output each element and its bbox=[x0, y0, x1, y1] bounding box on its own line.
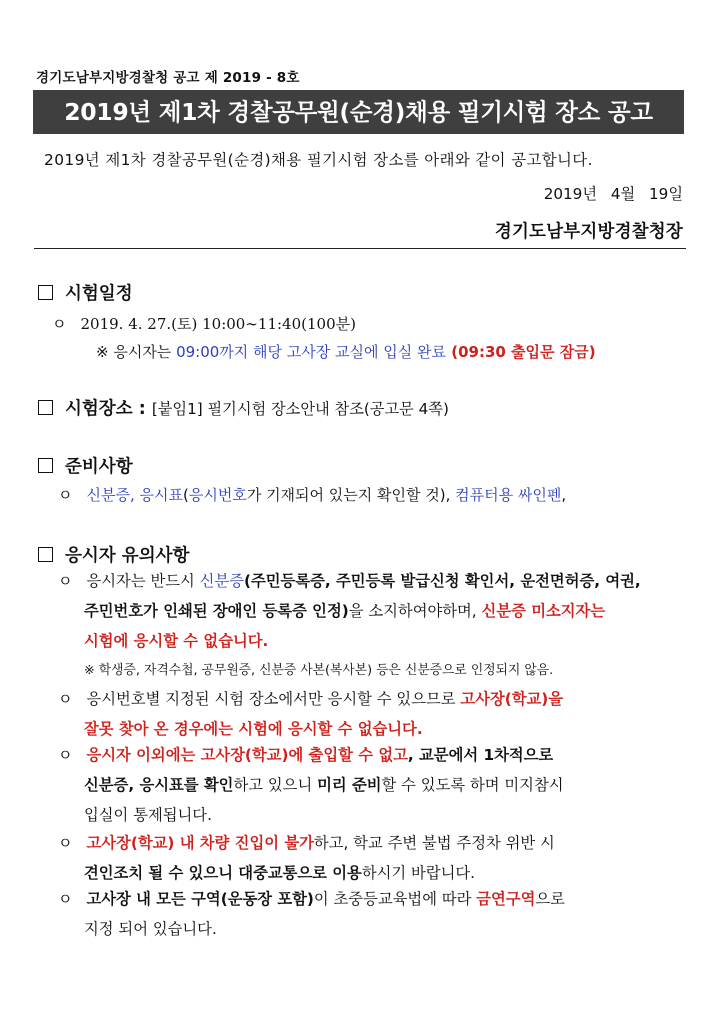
notice-number: 경기도남부지방경찰청 공고 제 2019 - 8호 bbox=[36, 70, 300, 86]
prep-id: 신분증, 응시표 bbox=[86, 486, 183, 504]
section-title: 시험장소 bbox=[65, 399, 133, 419]
circle-bullet-icon: ㅇ bbox=[58, 486, 73, 504]
section-schedule-heading bbox=[38, 280, 133, 305]
text-bold: 신분증, 응시표를 확인 bbox=[84, 776, 234, 794]
text-bold: , 교문에서 1차적으로 bbox=[407, 746, 554, 764]
text: 응시자는 반드시 bbox=[86, 572, 200, 590]
section-cautions-heading bbox=[38, 542, 189, 567]
caution-note: ※ 학생증, 자격수첩, 공무원증, 신분증 사본(복사본) 등은 신분증으로 인정되지 않음. bbox=[84, 663, 554, 678]
caution-line bbox=[58, 770, 564, 800]
prep-line bbox=[58, 484, 566, 505]
page-title: 2019년 제1차 경찰공무원(순경)채용 필기시험 장소 공고 bbox=[64, 98, 653, 126]
circle-bullet-icon: ㅇ bbox=[52, 315, 67, 333]
section-place-heading bbox=[38, 395, 449, 420]
notice-date: 2019년 4월 19일 bbox=[543, 185, 683, 203]
note-red: (09:30 출입문 잠금) bbox=[446, 343, 596, 361]
text-bold: (주민등록증, 주민등록 발급신청 확인서, 운전면허증, 여권, bbox=[244, 572, 641, 590]
caution-line bbox=[58, 740, 564, 770]
note-blue: 09:00까지 해당 고사장 교실에 입실 완료 bbox=[176, 343, 447, 361]
text-bold: 견인조치 될 수 있으니 대중교통으로 이용 bbox=[84, 864, 362, 882]
caution-line bbox=[58, 566, 641, 596]
text: 지정 되어 있습니다. bbox=[84, 920, 217, 938]
text-red: 잘못 찾아 온 경우에는 시험에 응시할 수 없습니다. bbox=[84, 720, 423, 738]
text: 하고 있으니 bbox=[233, 776, 318, 794]
text-red: 신분증 미소지자는 bbox=[481, 602, 606, 620]
square-box-icon bbox=[38, 400, 53, 415]
circle-bullet-icon: ㅇ bbox=[58, 690, 73, 708]
text: 응시번호별 지정된 시험 장소에서만 응시할 수 있으므로 bbox=[86, 690, 461, 708]
circle-bullet-icon: ㅇ bbox=[58, 572, 73, 590]
circle-bullet-icon: ㅇ bbox=[58, 746, 73, 764]
caution-line bbox=[58, 626, 641, 656]
prep-pen: 컴퓨터용 싸인펜 bbox=[455, 486, 562, 504]
caution-item-4 bbox=[58, 828, 555, 888]
text-red: 고사장(학교) 내 차량 진입이 불가 bbox=[86, 834, 314, 852]
section-title: 시험일정 bbox=[65, 284, 133, 304]
square-box-icon bbox=[38, 547, 53, 562]
caution-line bbox=[58, 596, 641, 626]
section-title: 준비사항 bbox=[65, 457, 133, 477]
text-red: 응시자 이외에는 고사장(학교)에 출입할 수 없고 bbox=[86, 746, 408, 764]
issuer: 경기도남부지방경찰청장 bbox=[494, 222, 683, 242]
text: 입실이 통제됩니다. bbox=[84, 806, 212, 824]
text-red: 고사장(학교)을 bbox=[460, 690, 564, 708]
text-bold: 미리 준비 bbox=[317, 776, 382, 794]
text: 하고, 학교 주변 불법 주정차 위반 시 bbox=[313, 834, 555, 852]
divider bbox=[34, 248, 686, 249]
title-bar bbox=[33, 90, 684, 134]
caution-line bbox=[58, 884, 565, 914]
caution-item-2 bbox=[58, 684, 563, 744]
prep-text: ( bbox=[182, 486, 189, 504]
circle-bullet-icon: ㅇ bbox=[58, 890, 73, 908]
caution-line bbox=[58, 914, 565, 944]
text-red: 시험에 응시할 수 없습니다. bbox=[84, 632, 269, 650]
text-blue: 신분증 bbox=[199, 572, 245, 590]
text: 으로 bbox=[535, 890, 565, 908]
schedule-note bbox=[96, 341, 596, 362]
schedule-date-line bbox=[52, 313, 356, 334]
text-bold: 고사장 내 모든 구역(운동장 포함) bbox=[86, 890, 314, 908]
caution-item-5 bbox=[58, 884, 565, 944]
schedule-date: 2019. 4. 27.(토) 10:00∼11:40(100분) bbox=[80, 315, 356, 333]
square-box-icon bbox=[38, 458, 53, 473]
text: 할 수 있도록 하며 미지참시 bbox=[381, 776, 564, 794]
caution-line bbox=[58, 800, 564, 830]
intro-text: 2019년 제1차 경찰공무원(순경)채용 필기시험 장소를 아래와 같이 공고합니다. bbox=[44, 151, 593, 169]
section-prep-heading bbox=[38, 453, 133, 478]
note-prefix: ※ 응시자는 bbox=[96, 343, 177, 361]
text-bold: 주민번호가 인쇄된 장애인 등록증 인정) bbox=[84, 602, 349, 620]
caution-line bbox=[58, 684, 563, 714]
separator: : bbox=[132, 399, 152, 419]
caution-item-3 bbox=[58, 740, 564, 830]
prep-text: , bbox=[561, 486, 567, 504]
caution-item-1 bbox=[58, 566, 641, 686]
caution-line bbox=[58, 828, 555, 858]
place-text: [붙임1] 필기시험 장소안내 참조(공고문 4쪽) bbox=[151, 400, 449, 418]
text: 이 초중등교육법에 따라 bbox=[313, 890, 477, 908]
section-title: 응시자 유의사항 bbox=[65, 546, 190, 566]
prep-exam-number: 응시번호 bbox=[188, 486, 247, 504]
prep-text: 가 기재되어 있는지 확인할 것), bbox=[246, 486, 456, 504]
text: 을 소지하여야하며, bbox=[348, 602, 482, 620]
square-box-icon bbox=[38, 285, 53, 300]
circle-bullet-icon: ㅇ bbox=[58, 834, 73, 852]
text-red: 금연구역 bbox=[476, 890, 536, 908]
text: 하시기 바랍니다. bbox=[361, 864, 476, 882]
